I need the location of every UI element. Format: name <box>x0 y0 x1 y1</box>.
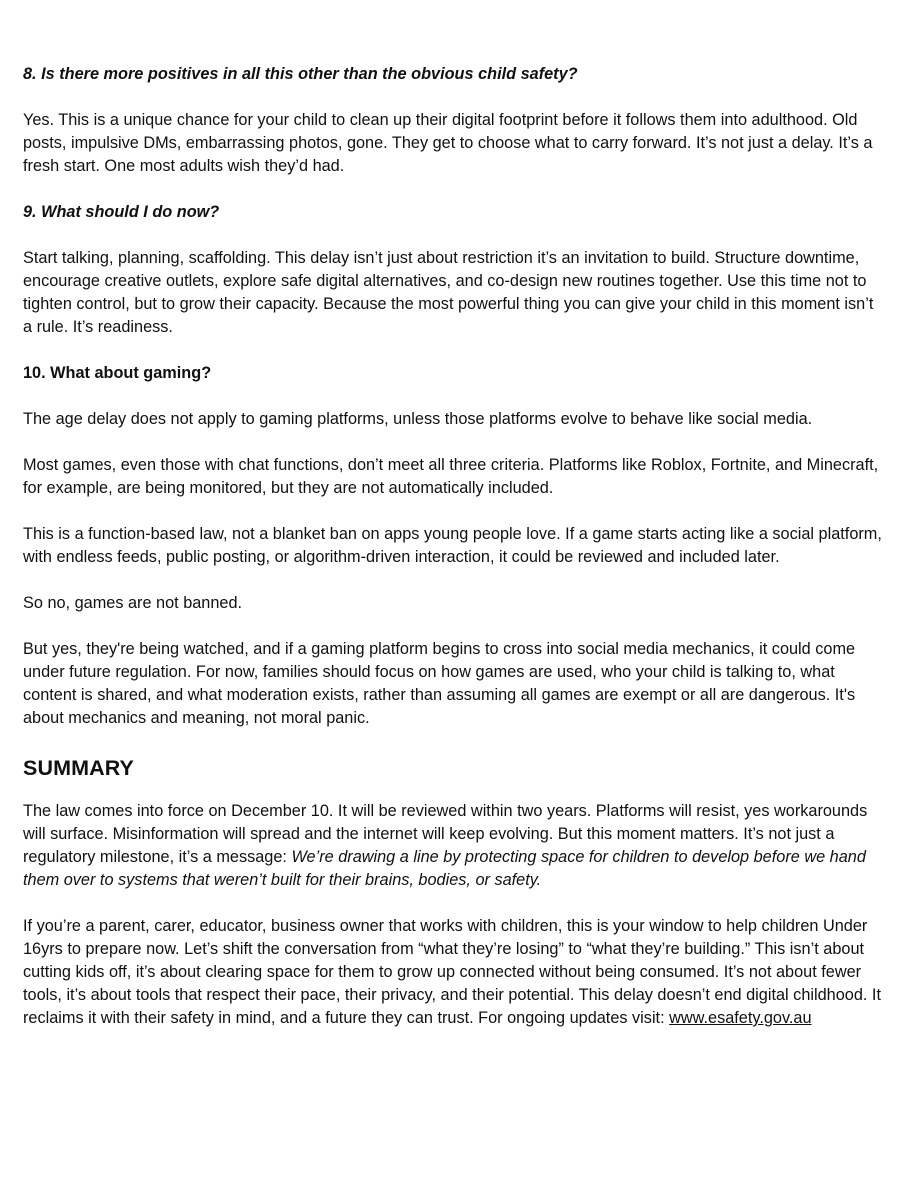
summary-paragraph-1-italic: We’re drawing a line by protecting space for children to develop before we hand them over to systems that weren’t built for their brains, bodies, or safety. <box>23 848 866 889</box>
question-10-paragraph: This is a function-based law, not a blanket ban on apps young people love. If a game starts acting like a social platform, with endless feeds, public posting, or algorithm-driven interaction, it could be reviewed and included later. <box>23 525 882 566</box>
question-9-answer: Start talking, planning, scaffolding. This delay isn’t just about restriction it’s an invitation to build. Structure downtime, encourage creative outlets, explore safe digital alternatives, and co-design new routines together. Use this time not to tighten control, but to grow their capacity. Because the most powerful thing you can give your child in this moment isn’t a rule. It’s readiness. <box>23 249 874 336</box>
summary-paragraph-1 <box>23 800 882 892</box>
question-10-paragraph: The age delay does not apply to gaming platforms, unless those platforms evolve to behave like social media. <box>23 410 813 428</box>
question-8-heading: 8. Is there more positives in all this other than the obvious child safety? <box>23 65 578 83</box>
summary-paragraph-2 <box>23 915 882 1030</box>
summary-heading: SUMMARY <box>23 756 134 780</box>
summary-paragraph-1-text: The law comes into force on December 10. It will be reviewed within two years. Platforms will resist, yes workarounds will surface. Misinformation will spread and the internet will keep evolving. But this moment matters. It’s not just a regulatory milestone, it’s a message: <box>23 802 868 866</box>
question-9-heading: 9. What should I do now? <box>23 203 220 221</box>
question-8-answer: Yes. This is a unique chance for your child to clean up their digital footprint before it follows them into adulthood. Old posts, impulsive DMs, embarrassing photos, gone. They get to choose what to carry forward. It’s not just a delay. It’s a fresh start. One most adults wish they’d had. <box>23 111 873 175</box>
esafety-link[interactable]: www.esafety.gov.au <box>669 1009 812 1027</box>
question-10-paragraph: So no, games are not banned. <box>23 594 243 612</box>
question-10-heading: 10. What about gaming? <box>23 364 212 382</box>
question-10-paragraph: Most games, even those with chat functions, don’t meet all three criteria. Platforms like Roblox, Fortnite, and Minecraft, for example, are being monitored, but they are not automatically included. <box>23 456 879 497</box>
question-10-paragraph: But yes, they're being watched, and if a gaming platform begins to cross into social media mechanics, it could come under future regulation. For now, families should focus on how games are used, who your child is talking to, what content is shared, and what moderation exists, rather than assuming all games are exempt or all are dangerous. It's about mechanics and meaning, not moral panic. <box>23 640 856 727</box>
summary-paragraph-2-text: If you’re a parent, carer, educator, business owner that works with children, this is your window to help children Under 16yrs to prepare now. Let’s shift the conversation from “what they’re losing” to “what they’re building.” This isn’t about cutting kids off, it’s about clearing space for them to grow up connected without being consumed. It’s not about fewer tools, it’s about tools that respect their pace, their privacy, and their potential. This delay doesn’t end digital childhood. It reclaims it with their safety in mind, and a future they can trust. For ongoing updates visit: <box>23 917 881 1027</box>
